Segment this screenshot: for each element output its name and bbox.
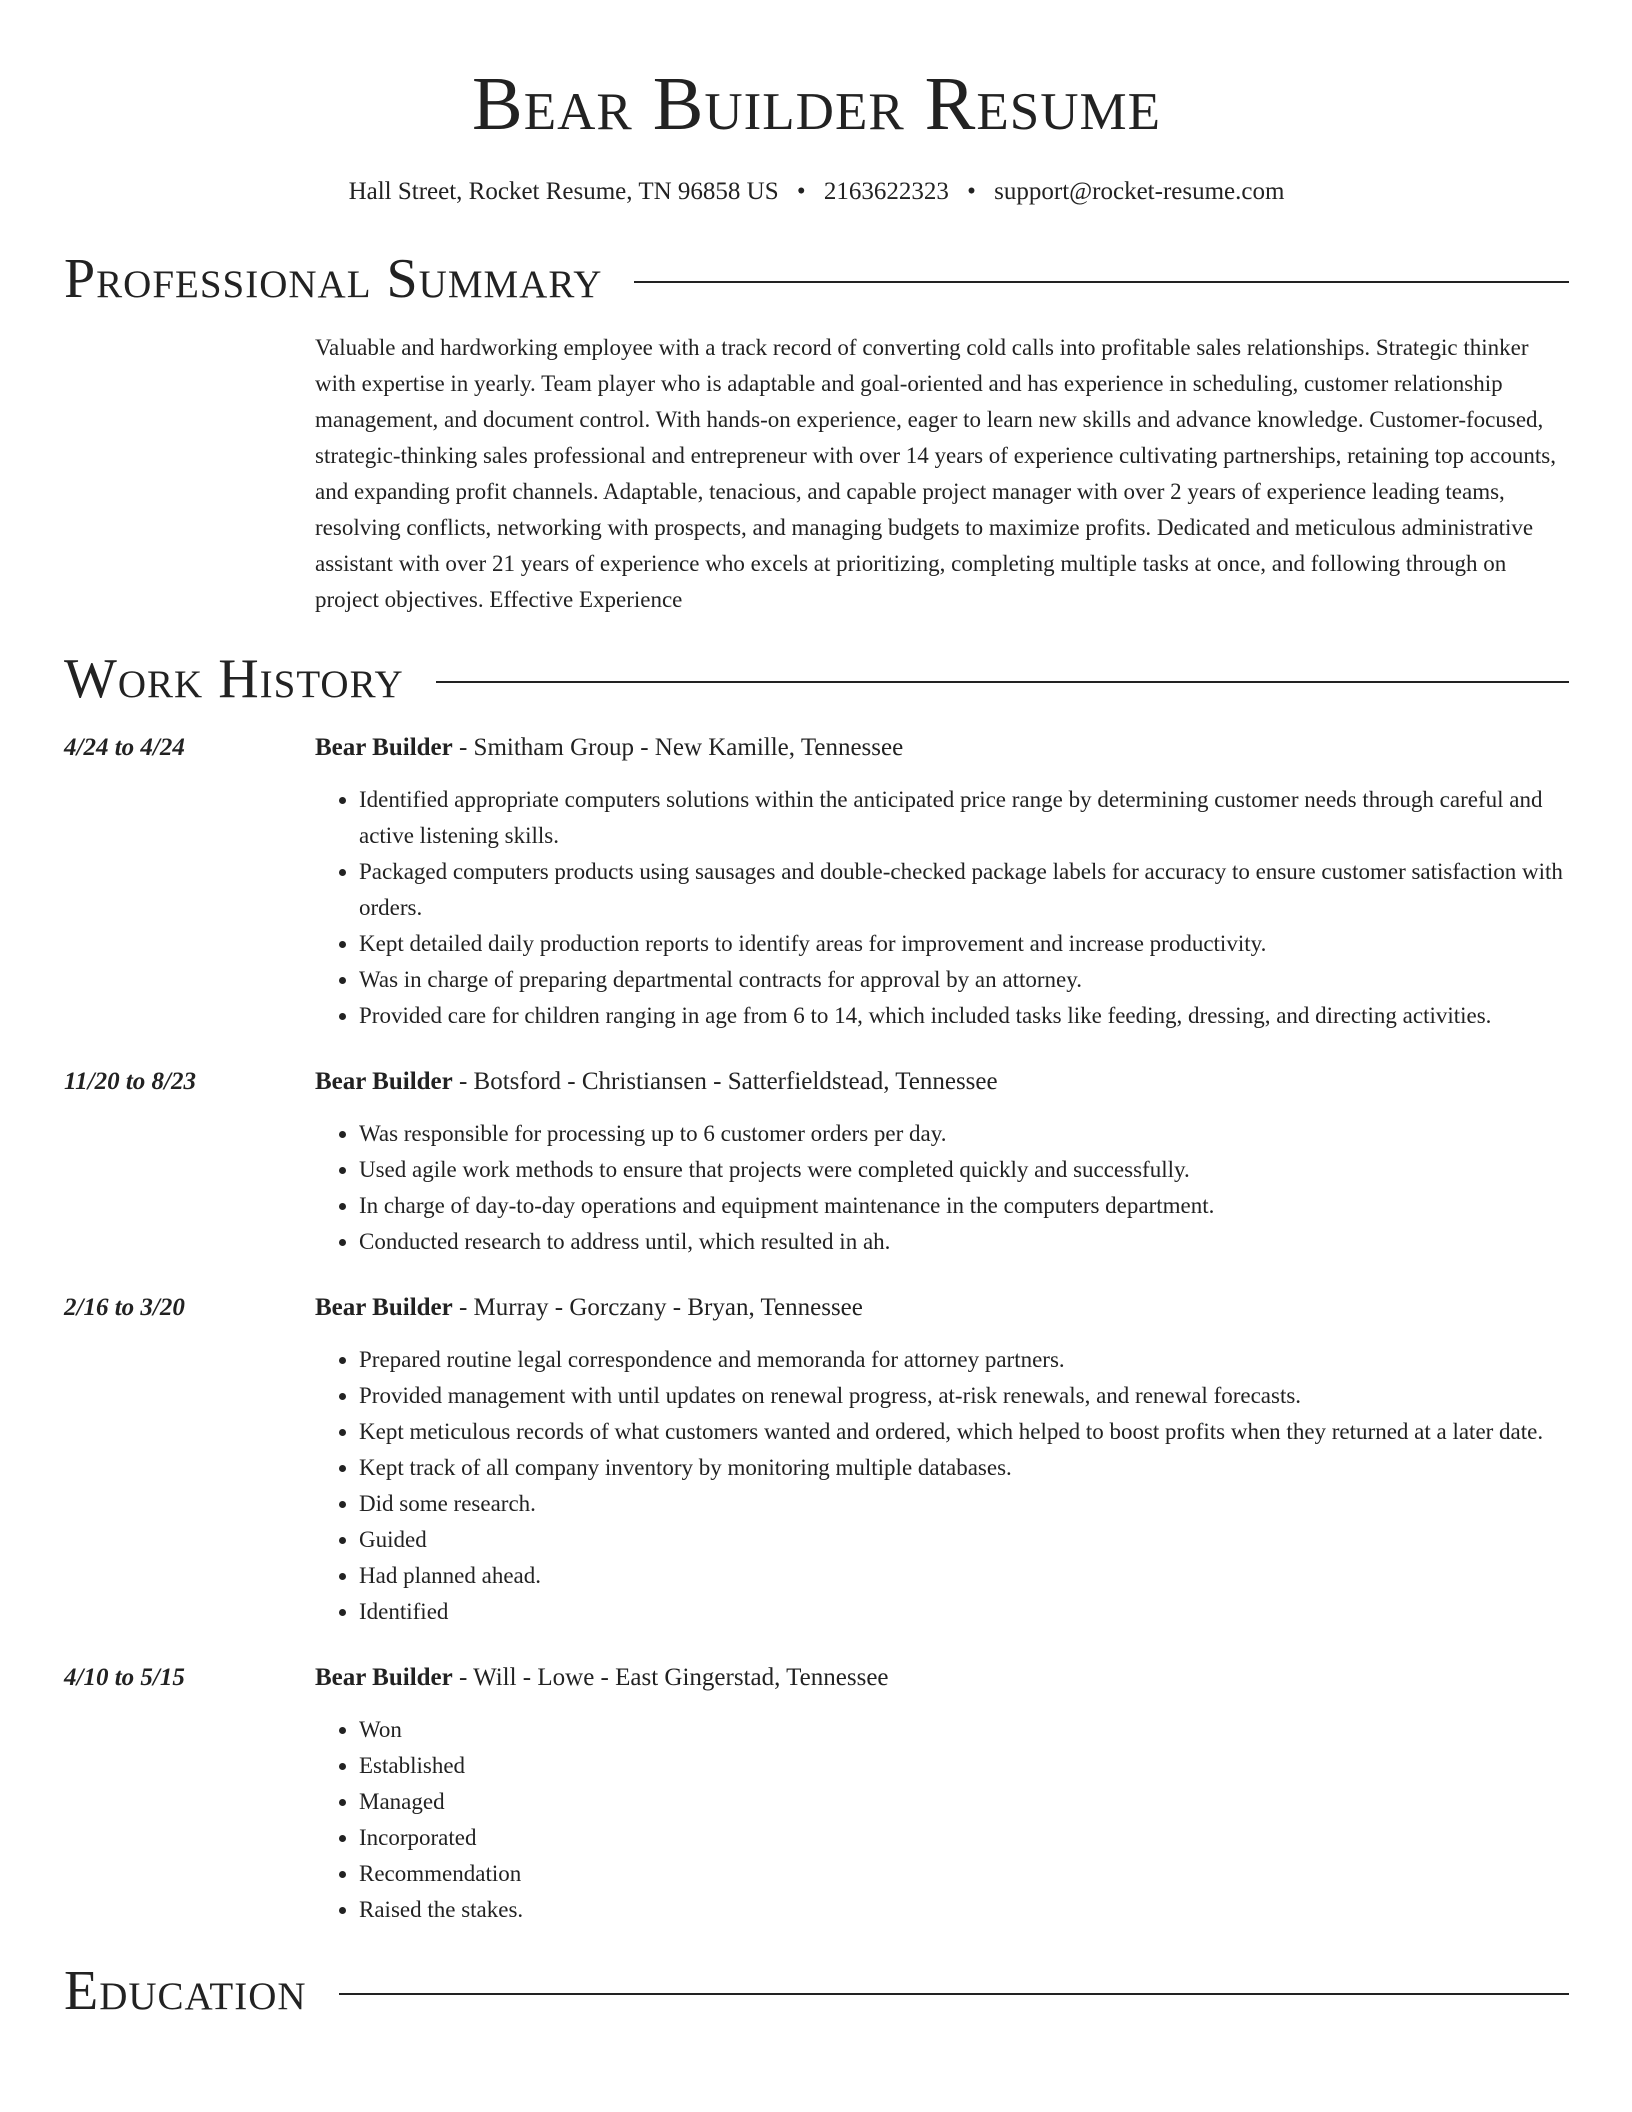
job-company-location: - Smitham Group - New Kamille, Tennessee <box>452 734 904 761</box>
job-title-line <box>315 1660 1569 1696</box>
job-bullet: • Identified appropriate computers solutions within the anticipated price range by determining customer needs through careful and active listening skills. <box>359 782 1569 854</box>
job-list <box>64 730 1569 1928</box>
job-bullet: • Kept detailed daily production reports to identify areas for improvement and increase productivity. <box>359 926 1569 962</box>
job-bullet: • Conducted research to address until, which resulted in ah. <box>359 1224 1569 1260</box>
job-bullet: • Won <box>359 1712 1569 1748</box>
job-entry <box>64 1064 1569 1260</box>
contact-separator: • <box>967 178 976 205</box>
job-bullet: • Prepared routine legal correspondence and memoranda for attorney partners. <box>359 1342 1569 1378</box>
section-title-summary: Professional Summary <box>64 248 603 310</box>
job-bullet: • Recommendation <box>359 1856 1569 1892</box>
job-bullet: • Managed <box>359 1784 1569 1820</box>
job-bullet: • In charge of day-to-day operations and equipment maintenance in the computers department. <box>359 1188 1569 1224</box>
job-bullet: • Established <box>359 1748 1569 1784</box>
job-title-line <box>315 1290 1569 1326</box>
summary-text: Valuable and hardworking employee with a track record of converting cold calls into profitable sales relationships. Strategic thinker with expertise in yearly. Team player who is adaptable and goal-oriented and has experience in scheduling, customer relationship management, and document control. With hands-on experience, eager to learn new skills and advance knowledge. Customer-focused, strategic-thinking sales professional and entrepreneur with over 14 years of experience cultivating partnerships, retaining top accounts, and expanding profit channels. Adaptable, tenacious, and capable project manager with over 2 years of experience leading teams, resolving conflicts, networking with prospects, and managing budgets to maximize profits. Dedicated and meticulous administrative assistant with over 21 years of experience who excels at prioritizing, completing multiple tasks at once, and following through on project objectives. Effective Experience <box>315 335 1556 612</box>
section-title-work-history: Work History <box>64 648 404 710</box>
job-bullet: • Kept track of all company inventory by monitoring multiple databases. <box>359 1450 1569 1486</box>
section-header-summary <box>64 248 1569 310</box>
job-company-location: - Will - Lowe - East Gingerstad, Tennessee <box>452 1664 889 1691</box>
job-bullet: • Incorporated <box>359 1820 1569 1856</box>
resume-title: Bear Builder Resume <box>472 62 1161 146</box>
job-dates: 4/10 to 5/15 <box>64 1664 185 1691</box>
job-bullet: • Packaged computers products using sausages and double-checked package labels for accuracy to ensure customer satisfaction with orders. <box>359 854 1569 926</box>
section-divider <box>634 281 1569 283</box>
job-bullet: • Provided management with until updates on renewal progress, at-risk renewals, and renewal forecasts. <box>359 1378 1569 1414</box>
job-dates: 2/16 to 3/20 <box>64 1294 185 1321</box>
job-bullet: • Used agile work methods to ensure that projects were completed quickly and successfully. <box>359 1152 1569 1188</box>
job-bullet: • Kept meticulous records of what customers wanted and ordered, which helped to boost profits when they returned at a later date. <box>359 1414 1569 1450</box>
job-entry <box>64 1290 1569 1630</box>
job-bullet: • Was in charge of preparing departmental contracts for approval by an attorney. <box>359 962 1569 998</box>
section-title-education: Education <box>64 1960 307 2022</box>
resume-page <box>64 0 1569 2022</box>
job-bullet-list <box>315 1116 1569 1260</box>
job-dates: 11/20 to 8/23 <box>64 1068 196 1095</box>
section-divider <box>339 1993 1569 1995</box>
job-body <box>315 1660 1569 1928</box>
job-role: Bear Builder <box>315 734 453 761</box>
job-bullet: • Raised the stakes. <box>359 1892 1569 1928</box>
section-header-work-history <box>64 648 1569 710</box>
job-body <box>315 1064 1569 1260</box>
job-bullet-list <box>315 1342 1569 1630</box>
job-company-location: - Murray - Gorczany - Bryan, Tennessee <box>452 1294 863 1321</box>
job-body <box>315 730 1569 1034</box>
contact-address: Hall Street, Rocket Resume, TN 96858 US <box>348 178 779 205</box>
job-bullet-list <box>315 1712 1569 1928</box>
job-role: Bear Builder <box>315 1294 453 1321</box>
job-bullet: • Had planned ahead. <box>359 1558 1569 1594</box>
job-role: Bear Builder <box>315 1664 453 1691</box>
job-bullet: • Provided care for children ranging in age from 6 to 14, which included tasks like feeding, dressing, and directing activities. <box>359 998 1569 1034</box>
job-bullet: • Did some research. <box>359 1486 1569 1522</box>
job-title-line <box>315 1064 1569 1100</box>
section-header-education <box>64 1960 1569 2022</box>
job-bullet: • Guided <box>359 1522 1569 1558</box>
job-role: Bear Builder <box>315 1068 453 1095</box>
job-entry <box>64 730 1569 1034</box>
contact-line <box>64 176 1569 208</box>
job-bullet-list <box>315 782 1569 1034</box>
contact-phone: 2163622323 <box>823 178 949 205</box>
job-dates: 4/24 to 4/24 <box>64 734 185 761</box>
section-divider <box>436 681 1569 683</box>
job-entry <box>64 1660 1569 1928</box>
job-bullet: • Identified <box>359 1594 1569 1630</box>
contact-email: support@rocket-resume.com <box>994 178 1285 205</box>
job-title-line <box>315 730 1569 766</box>
job-body <box>315 1290 1569 1630</box>
contact-separator: • <box>796 178 806 205</box>
job-bullet: • Was responsible for processing up to 6 customer orders per day. <box>359 1116 1569 1152</box>
job-company-location: - Botsford - Christiansen - Satterfieldstead, Tennessee <box>452 1068 998 1095</box>
